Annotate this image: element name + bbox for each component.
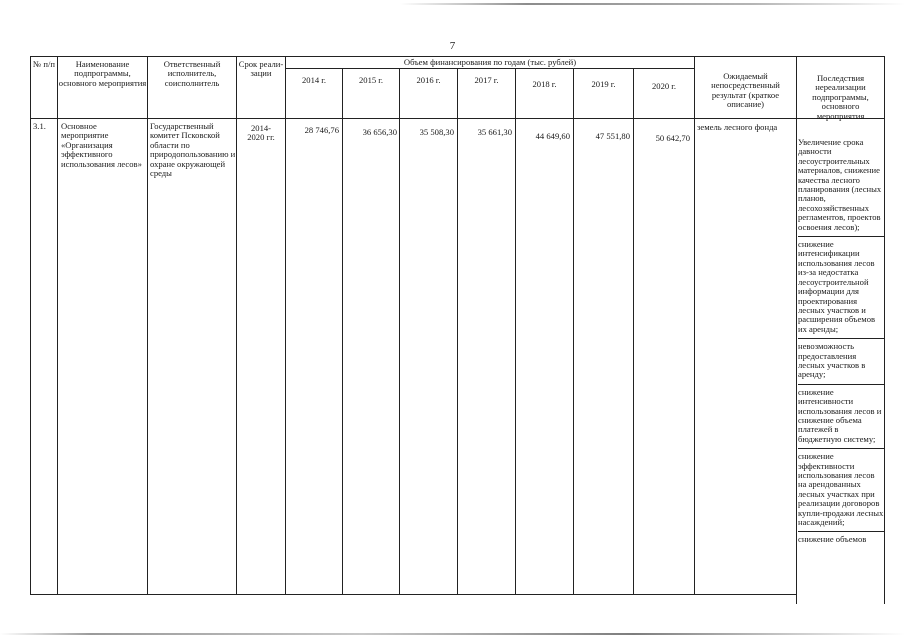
col-border bbox=[573, 68, 574, 594]
col-border bbox=[884, 56, 885, 604]
col-border bbox=[147, 56, 148, 594]
col-border bbox=[236, 56, 237, 594]
row-num: 3.1. bbox=[33, 121, 46, 131]
consequence-item: снижение интенсификации использования лесов из-за недостатка лесоустроительной информации для проектирования лесных участков и расширения объемов их аренды; bbox=[798, 240, 884, 339]
header-result: Ожидаемый непосредственный результат (краткое описание) bbox=[711, 71, 780, 110]
consequence-item: снижение объемов bbox=[798, 534, 867, 545]
row-consequences bbox=[798, 138, 884, 552]
consequence-item: невозможность предоставления лесных участков в аренду; bbox=[798, 342, 884, 385]
header-term: Срок реали-зации bbox=[238, 59, 284, 79]
table-bottom-border bbox=[30, 594, 796, 595]
consequence-item: снижение эффективности использования лесов на арендованных лесных участках при реализации договоров купли-продажи лесных насаждений; bbox=[798, 452, 884, 532]
row-result: земель лесного фонда bbox=[697, 122, 778, 132]
header-funding-group: Объем финансирования по годам (тыс. рублей) bbox=[403, 57, 577, 67]
row-value-2016: 35 508,30 bbox=[419, 127, 454, 137]
col-border bbox=[57, 56, 58, 594]
col-border bbox=[285, 56, 286, 594]
row-value-2018: 44 649,60 bbox=[535, 131, 570, 141]
col-border bbox=[796, 56, 797, 604]
col-border bbox=[30, 56, 31, 594]
header-year: 2015 г. bbox=[358, 75, 384, 85]
header-year: 2019 г. bbox=[591, 79, 616, 89]
col-border bbox=[457, 68, 458, 594]
header-num: № п/п bbox=[33, 59, 55, 69]
header-year: 2016 г. bbox=[416, 75, 441, 85]
row-term: 2014-2020 гг. bbox=[247, 123, 275, 143]
row-value-2017: 35 661,30 bbox=[477, 127, 512, 137]
col-border bbox=[342, 68, 343, 594]
page-number: 7 bbox=[449, 40, 456, 52]
col-border bbox=[694, 56, 695, 594]
header-consequences: Последствия нереализации подпрограммы, основного мероприятия bbox=[812, 73, 869, 121]
col-border bbox=[633, 68, 634, 594]
header-responsible: Ответственный исполнитель, соисполнитель bbox=[163, 59, 221, 88]
row-value-2014: 28 746,76 bbox=[304, 125, 339, 135]
header-year: 2017 г. bbox=[474, 75, 499, 85]
row-responsible: Государственный комитет Псковской области по природопользованию и охране окружающей среды bbox=[150, 121, 236, 179]
header-year: 2014 г. bbox=[301, 75, 327, 85]
consequence-item: снижение интенсивности использования лесов и снижение объема платежей в бюджетную систему; bbox=[798, 388, 884, 449]
header-name: Наименование подпрограммы, основного мероприятия bbox=[58, 59, 147, 88]
row-value-2019: 47 551,80 bbox=[595, 131, 630, 141]
header-year: 2020 г. bbox=[651, 81, 677, 91]
header-year: 2018 г. bbox=[532, 79, 557, 89]
row-value-2015: 36 656,30 bbox=[362, 127, 397, 137]
row-value-2020: 50 642,70 bbox=[655, 133, 690, 143]
col-border bbox=[515, 68, 516, 594]
row-name: Основное мероприятие «Организация эффективного использования лесов» bbox=[61, 121, 142, 169]
consequence-item: Увеличение срока давности лесоустроительных материалов, снижение качества лесного планирования (лесных планов, лесохозяйственных регламентов, проектов освоения лесов); bbox=[798, 138, 884, 237]
col-border bbox=[399, 68, 400, 594]
